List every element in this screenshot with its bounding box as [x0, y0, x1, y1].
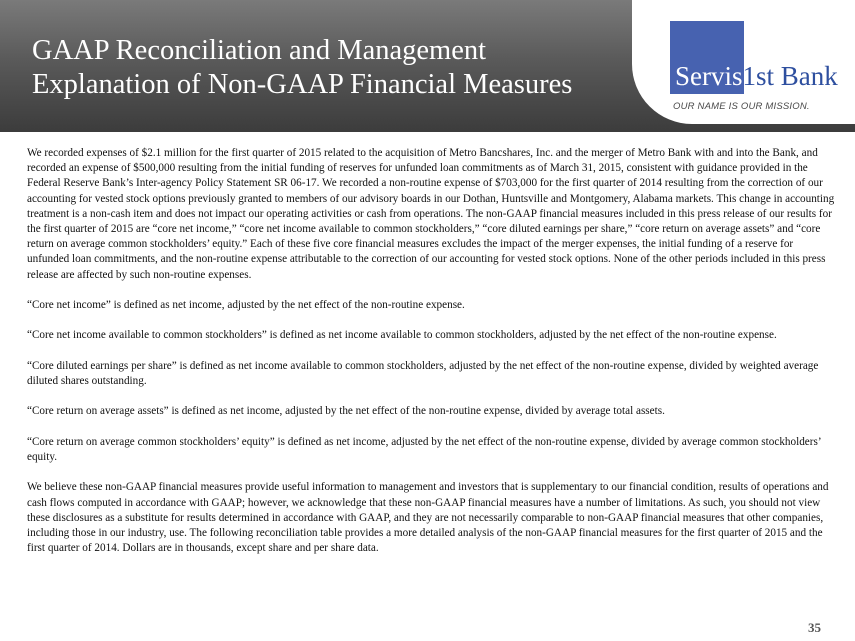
- definition-core-diluted-eps: “Core diluted earnings per share” is defined as net income available to common stockholders, adjusted by the net effect of the non-routine expense, divided by weighted average diluted shares outstanding.: [27, 359, 819, 387]
- definition-core-roace: “Core return on average common stockholders’ equity” is defined as net income, adjusted by the net effect of the non-routine expense, divided by average common stockholders’ equity.: [27, 435, 821, 463]
- slide-title-line-2: Explanation of Non-GAAP Financial Measures: [32, 69, 573, 100]
- definition-core-roaa: “Core return on average assets” is defined as net income, adjusted by the net effect of the non-routine expense, divided by average total assets.: [27, 405, 665, 418]
- logo-name-part-2: 1st Bank: [742, 61, 838, 91]
- logo-tagline: OUR NAME IS OUR MISSION.: [673, 101, 810, 112]
- intro-paragraph: We recorded expenses of $2.1 million for the first quarter of 2015 related to the acquisition of Metro Bancshares, Inc. and the merger of Metro Bank with and into the Bank, and recorded an expense of $500,000 resulting from the initial funding of reserves for unfunded loan commitments as of March 31, 2015, consistent with guidance provided in the Federal Reserve Bank’s Inter-agency Policy Statement SR 06-17. We recorded a non-routine expense of $703,000 for the first quarter of 2014 resulting from the correction of our accounting for vested stock options previously granted to members of our advisory boards in our Dothan, Huntsville and Montgomery, Alabama markets. This change in accounting treatment is a non-cash item and does not impact our operating activities or cash from operations. The non-GAAP financial measures included in this press release of our results for the first quarter of 2015 are “core net income,” “core net income available to common stockholders,” “core diluted earnings per share,” “core return on average assets” and “core return on average common stockholders’ equity.” Each of these five core financial measures excludes the impact of the merger expenses, the initial funding of a reserve for unfunded loan commitments, and the non-routine expense attributable to the correction of our accounting for vested stock options. None of the other periods included in this press release are affected by such non-routine expenses.: [27, 147, 835, 281]
- body-text: [27, 146, 835, 572]
- definition-core-net-income: “Core net income” is defined as net income, adjusted by the net effect of the non-routine expense.: [27, 299, 465, 312]
- definition-core-net-income-common: “Core net income available to common stockholders” is defined as net income available to common stockholders, adjusted by the net effect of the non-routine expense.: [27, 329, 777, 342]
- slide-title-line-1: GAAP Reconciliation and Management: [32, 35, 487, 66]
- bank-logo: [675, 60, 838, 92]
- closing-paragraph: We believe these non-GAAP financial measures provide useful information to management and investors that is supplementary to our financial condition, results of operations and cash flows computed in accordance with GAAP; however, we acknowledge that these non-GAAP financial measures have a number of limitations. As such, you should not view these disclosures as a substitute for results determined in accordance with GAAP, and they are not necessarily comparable to non-GAAP financial measures that other companies, including those in our industry, use. The following reconciliation table provides a more detailed analysis of the non-GAAP financial measures for the first quarter of 2015 and the first quarter of 2014. Dollars are in thousands, except share and per share data.: [27, 481, 829, 555]
- page-number: 35: [808, 620, 821, 635]
- slide-title: [32, 34, 632, 102]
- logo-name-part-1: Servis: [675, 61, 743, 91]
